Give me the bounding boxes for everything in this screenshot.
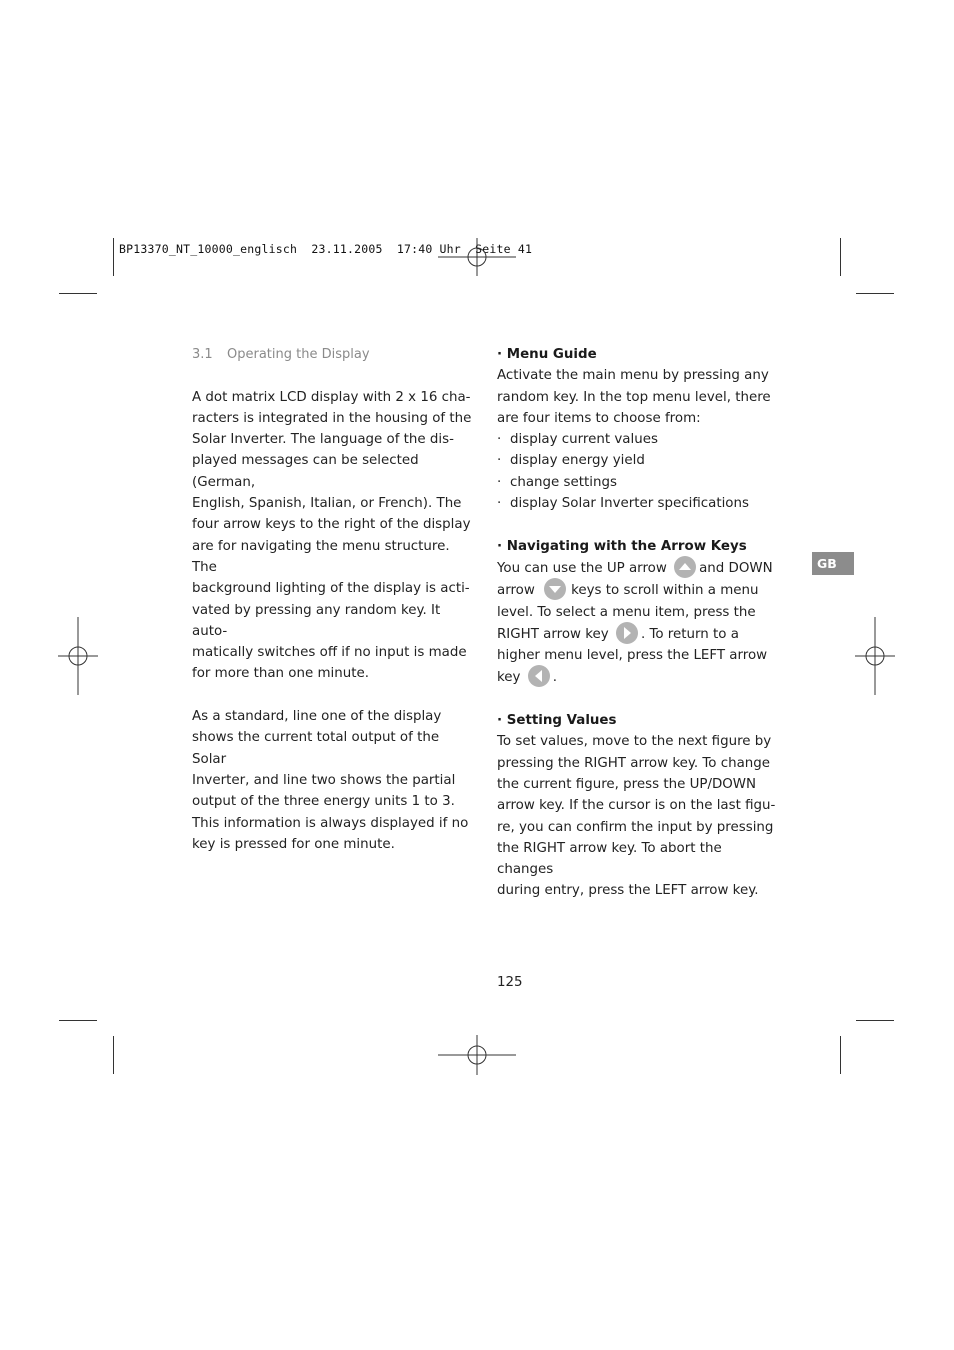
navigating-heading: · Navigating with the Arrow Keys — [497, 538, 747, 554]
text-line: during entry, press the LEFT arrow key. — [497, 883, 759, 899]
text-line: vated by pressing any random key. It auto- — [192, 602, 441, 639]
text-line: As a standard, line one of the display — [192, 709, 442, 725]
text-line: random key. In the top menu level, there — [497, 389, 771, 405]
text-line: the RIGHT arrow key. To abort the changes — [497, 840, 722, 878]
text-line: higher menu level, press the LEFT arrow — [497, 648, 768, 664]
section-number: 3.1 — [192, 347, 213, 362]
list-item: · display Solar Inverter specifications — [497, 493, 782, 514]
text-line: matically switches off if no input is made — [192, 645, 467, 661]
left-arrow-key-icon — [528, 665, 550, 687]
right-column — [497, 344, 782, 902]
text-line: level. To select a menu item, press the — [497, 604, 756, 620]
text-line: Activate the main menu by pressing any — [497, 368, 769, 384]
crop-mark — [113, 238, 114, 276]
text-line: This information is always displayed if no — [192, 815, 469, 831]
crop-mark — [856, 293, 894, 294]
crop-mark — [59, 293, 97, 294]
text-line: key is pressed for one minute. — [192, 836, 395, 852]
text-line: are for navigating the menu structure. The — [192, 538, 450, 575]
crop-mark — [856, 1020, 894, 1021]
text-line: English, Spanish, Italian, or French). The — [192, 496, 462, 512]
text-line: To set values, move to the next figure by — [497, 734, 772, 750]
setting-values-heading: · Setting Values — [497, 713, 617, 729]
text-line: four arrow keys to the right of the display — [192, 517, 471, 533]
registration-mark-right — [855, 617, 895, 695]
page-number: 125 — [497, 975, 523, 990]
crop-mark — [840, 1036, 841, 1074]
section-title: Operating the Display — [227, 347, 370, 362]
text-line: Solar Inverter. The language of the dis- — [192, 432, 454, 448]
text-fragment: RIGHT arrow key — [497, 626, 609, 642]
text-line: arrow key. If the cursor is on the last figu- — [497, 798, 776, 814]
text-line — [497, 579, 782, 601]
text-line — [497, 623, 782, 645]
text-line: for more than one minute. — [192, 666, 369, 682]
text-line: pressing the RIGHT arrow key. To change — [497, 755, 770, 771]
list-item: · change settings — [497, 472, 782, 493]
text-fragment: . To return to a — [640, 626, 739, 642]
crop-mark — [59, 1020, 97, 1021]
text-line: shows the current total output of the Solar — [192, 730, 440, 767]
up-arrow-key-icon — [674, 556, 696, 578]
text-line: background lighting of the display is acti- — [192, 581, 470, 597]
text-line: A dot matrix LCD display with 2 x 16 cha- — [192, 389, 471, 405]
text-fragment: . — [552, 670, 557, 686]
text-line — [497, 557, 782, 579]
section-heading — [192, 344, 477, 365]
text-line: played messages can be selected (German, — [192, 453, 419, 490]
text-line: Inverter, and line two shows the partial — [192, 772, 456, 788]
registration-mark-top — [438, 238, 516, 278]
text-line: are four items to choose from: — [497, 410, 701, 426]
menu-guide-heading: · Menu Guide — [497, 347, 597, 362]
text-fragment: key — [497, 670, 521, 686]
list-item: · display current values — [497, 429, 782, 450]
text-fragment: You can use the UP arrow — [497, 560, 667, 576]
text-fragment: and DOWN — [699, 560, 773, 576]
down-arrow-key-icon — [544, 578, 566, 600]
registration-mark-bottom — [438, 1035, 516, 1075]
print-slug: BP13370_NT_10000_englisch 23.11.2005 17:40 Uhr Seite 41 — [119, 242, 533, 256]
text-line — [497, 666, 782, 688]
text-line: the current figure, press the UP/DOWN — [497, 776, 757, 792]
left-column — [192, 344, 477, 855]
text-line: re, you can confirm the input by pressing — [497, 819, 774, 835]
text-fragment: keys to scroll within a menu — [571, 583, 759, 599]
text-fragment: arrow — [497, 583, 535, 599]
list-item: · display energy yield — [497, 450, 782, 471]
right-arrow-key-icon — [616, 622, 638, 644]
language-tab: GB — [812, 552, 854, 575]
crop-mark — [113, 1036, 114, 1074]
crop-mark — [840, 238, 841, 276]
registration-mark-left — [58, 617, 98, 695]
text-line: racters is integrated in the housing of the — [192, 410, 472, 426]
text-line: output of the three energy units 1 to 3. — [192, 794, 455, 810]
